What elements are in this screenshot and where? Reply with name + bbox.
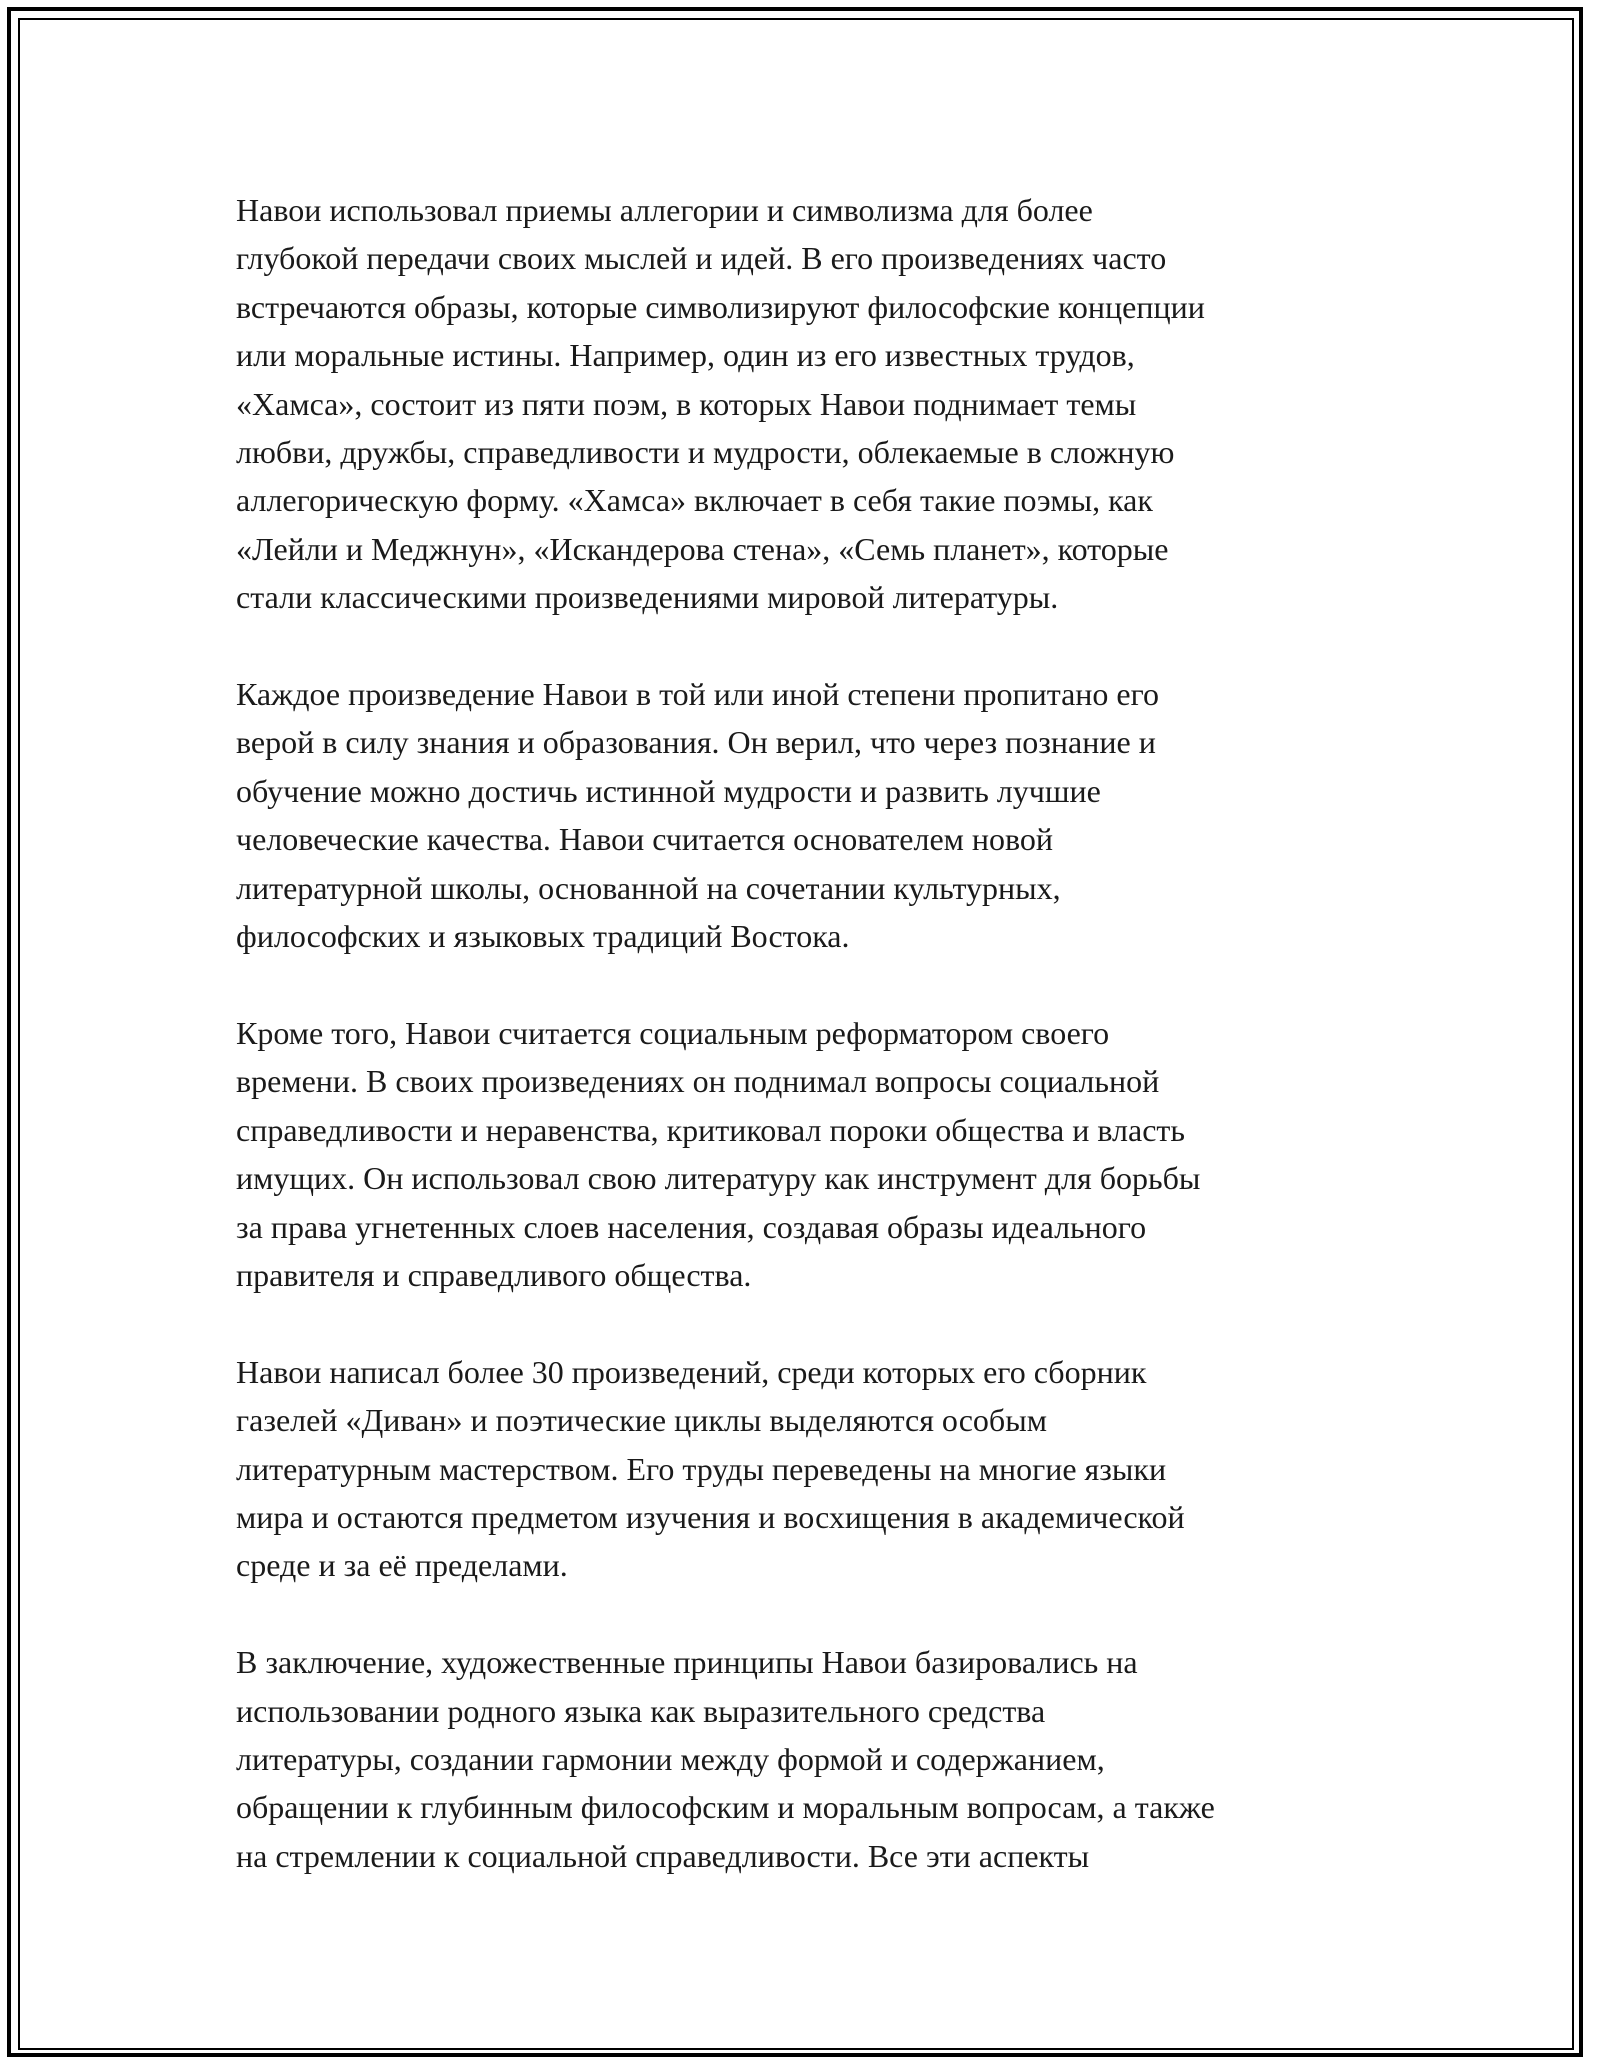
document-body bbox=[236, 186, 1376, 1880]
paragraph-2: Каждое произведение Навои в той или иной степени пропитано его верой в силу знания и образования. Он верил, что через познание и обучение можно достичь истинной мудрости и развить лучшие человеческие качества. Навои считается основателем новой литературной школы, основанной на сочетании культурных, философских и языковых традиций Востока. bbox=[236, 676, 1159, 955]
paragraph-5: В заключение, художественные принципы Навои базировались на использовании родного языка как выразительного средства литературы, создании гармонии между формой и содержанием, обращении к глубинным философским и моральным вопросам, а также на стремлении к социальной справедливости. Все эти аспекты bbox=[236, 1644, 1215, 1874]
paragraph-3: Кроме того, Навои считается социальным реформатором своего времени. В своих произведениях он поднимал вопросы социальной справедливости и неравенства, критиковал пороки общества и власть имущих. Он использовал свою литературу как инструмент для борьбы за права угнетенных слоев населения, создавая образы идеального правителя и справедливого общества. bbox=[236, 1014, 1201, 1293]
paragraph-4: Навои написал более 30 произведений, среди которых его сборник газелей «Диван» и поэтические циклы выделяются особым литературным мастерством. Его труды переведены на многие языки мира и остаются предметом изучения и восхищения в академической среде и за её пределами. bbox=[236, 1353, 1185, 1584]
paragraph-1: Навои использовал приемы аллегории и символизма для более глубокой передачи своих мыслей и идей. В его произведениях часто встречаются образы, которые символизируют философские концепции или моральные истины. Например, один из его известных трудов, «Хамса», состоит из пяти поэм, в которых Навои поднимает темы любви, дружбы, справедливости и мудрости, облекаемые в сложную аллегорическую форму. «Хамса» включает в себя такие поэмы, как «Лейли и Меджнун», «Искандерова стена», «Семь планет», которые стали классическими произведениями мировой литературы. bbox=[236, 192, 1205, 616]
